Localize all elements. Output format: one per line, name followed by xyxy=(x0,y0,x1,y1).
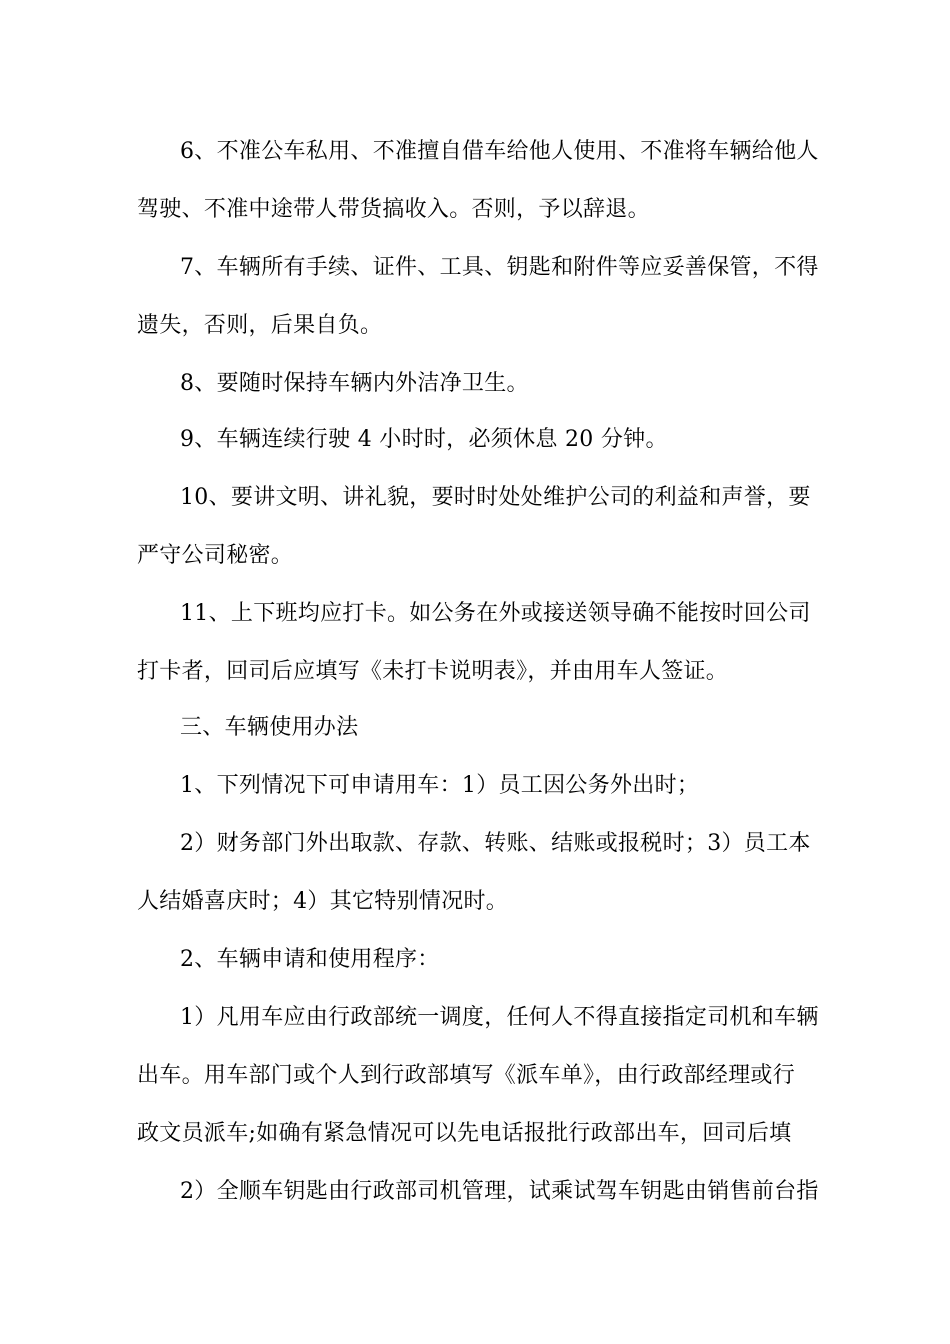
line-text: 7、车辆所有手续、证件、工具、钥匙和附件等应妥善保管，不得 xyxy=(180,255,819,280)
paragraph-line xyxy=(0,944,950,976)
line-text: 10、要讲文明、讲礼貌，要时时处处维护公司的利益和声誉，要 xyxy=(180,485,811,510)
line-text: 11、上下班均应打卡。如公务在外或接送领导确不能按时回公司 xyxy=(180,601,811,626)
paragraph-line xyxy=(0,770,950,802)
paragraph-line xyxy=(0,482,950,514)
line-text: 严守公司秘密。 xyxy=(137,543,294,568)
paragraph-line xyxy=(0,1176,950,1208)
line-text: 驾驶、不准中途带人带货搞收入。否则，予以辞退。 xyxy=(137,197,650,222)
line-text: 8、要随时保持车辆内外洁净卫生。 xyxy=(180,371,529,396)
paragraph-line xyxy=(0,886,950,918)
paragraph-line xyxy=(0,598,950,630)
paragraph-line xyxy=(0,656,950,688)
line-text: 9、车辆连续行驶 4 小时时，必须休息 20 分钟。 xyxy=(180,427,668,452)
paragraph-line xyxy=(0,368,950,400)
line-text: 2、车辆申请和使用程序： xyxy=(180,947,440,972)
line-text: 三、车辆使用办法 xyxy=(180,715,359,740)
line-text: 6、不准公车私用、不准擅自借车给他人使用、不准将车辆给他人 xyxy=(180,139,819,164)
line-text: 2）全顺车钥匙由行政部司机管理，试乘试驾车钥匙由销售前台指 xyxy=(180,1179,819,1204)
line-text: 人结婚喜庆时；4）其它特别情况时。 xyxy=(137,889,509,914)
line-text: 2）财务部门外出取款、存款、转账、结账或报税时；3）员工本 xyxy=(180,831,811,856)
line-text: 遗失，否则，后果自负。 xyxy=(137,313,383,338)
line-text: 1）凡用车应由行政部统一调度，任何人不得直接指定司机和车辆 xyxy=(180,1005,819,1030)
paragraph-line xyxy=(0,194,950,226)
paragraph-line xyxy=(0,310,950,342)
line-text: 政文员派车;如确有紧急情况可以先电话报批行政部出车，回司后填 xyxy=(137,1121,792,1146)
paragraph-line xyxy=(0,424,950,456)
line-text: 打卡者，回司后应填写《未打卡说明表》，并由用车人签证。 xyxy=(137,659,729,684)
section-heading xyxy=(0,712,950,744)
paragraph-line xyxy=(0,252,950,284)
paragraph-line xyxy=(0,828,950,860)
paragraph-line xyxy=(0,1118,950,1150)
line-text: 出车。用车部门或个人到行政部填写《派车单》，由行政部经理或行 xyxy=(137,1063,796,1088)
paragraph-line xyxy=(0,136,950,168)
line-text: 1、下列情况下可申请用车：1）员工因公务外出时； xyxy=(180,773,700,798)
paragraph-line xyxy=(0,1060,950,1092)
paragraph-line xyxy=(0,540,950,572)
paragraph-line xyxy=(0,1002,950,1034)
